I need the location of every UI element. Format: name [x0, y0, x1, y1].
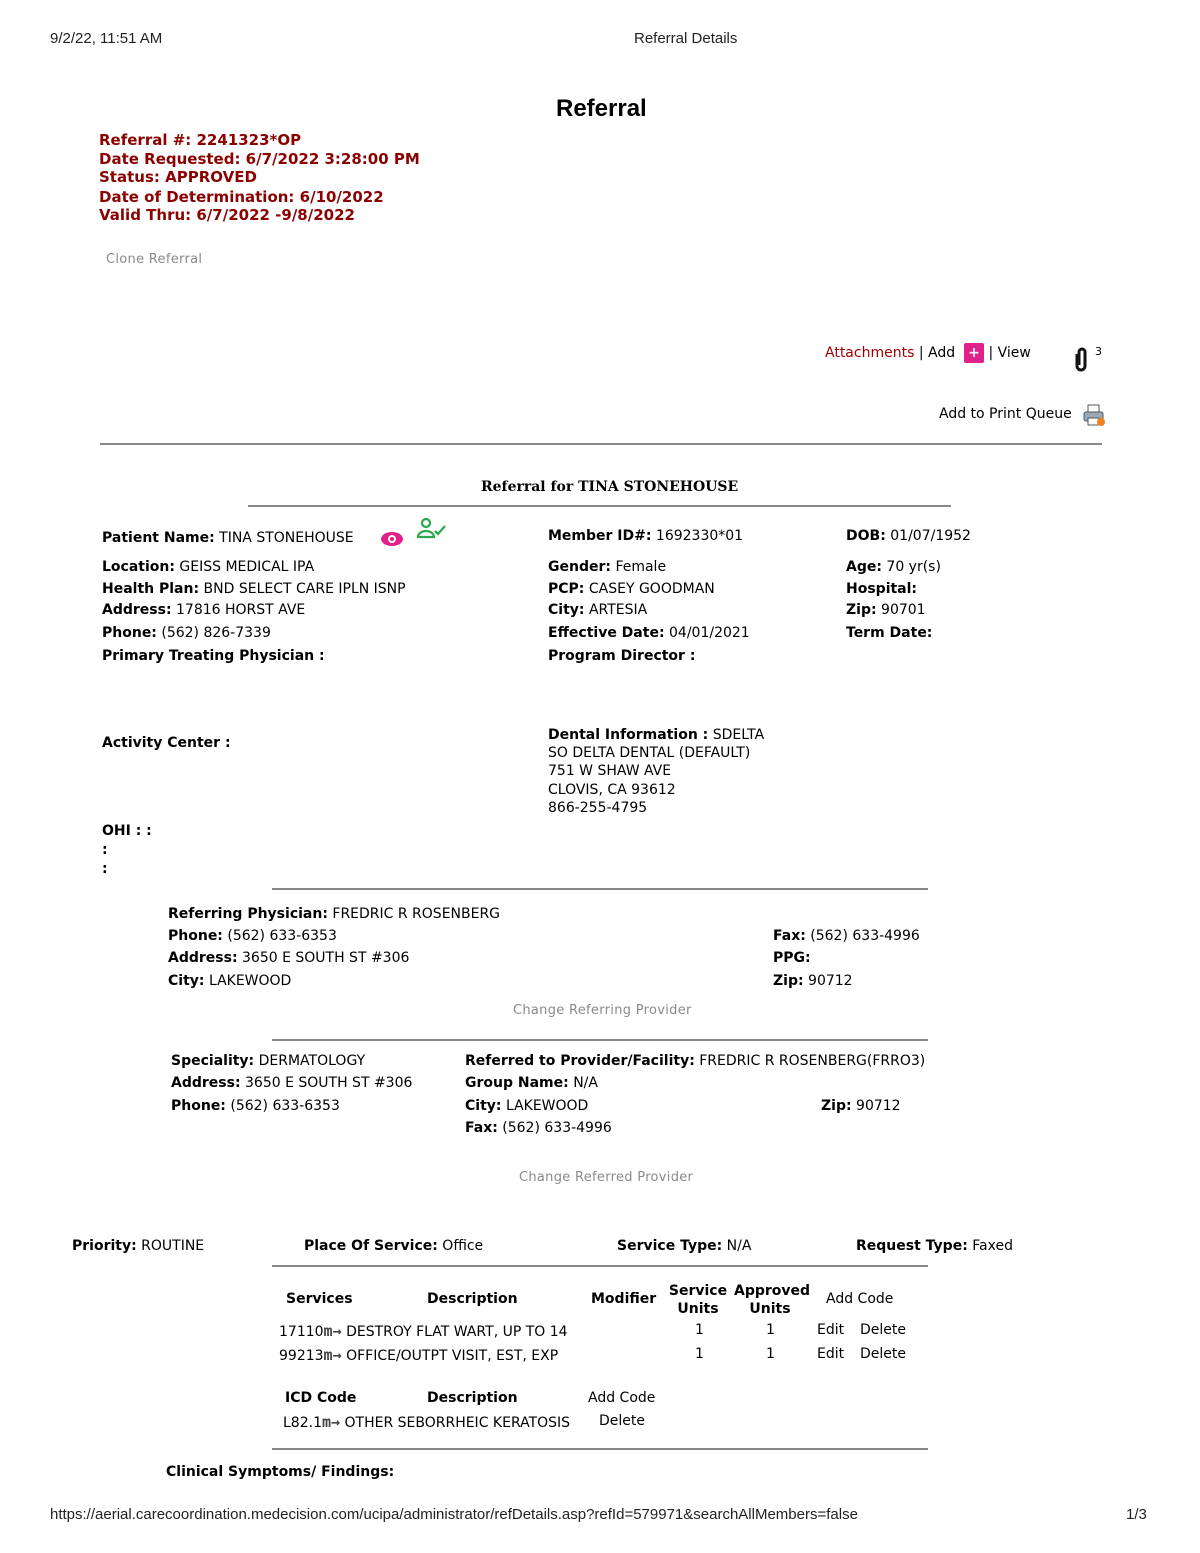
clone-referral-link[interactable]: Clone Referral [106, 252, 203, 267]
attachment-count: 3 [1095, 345, 1102, 358]
address-value: 17816 HORST AVE [176, 602, 306, 618]
clinical-symptoms-label: Clinical Symptoms/ Findings: [166, 1464, 395, 1480]
service-code: 17110 [279, 1324, 324, 1340]
referred-fax-label: Fax: [465, 1120, 498, 1136]
patient-name-row [102, 530, 354, 546]
referred-fax-value: (562) 633-4996 [502, 1120, 612, 1136]
service-code: 99213 [279, 1348, 324, 1364]
separator: | [988, 345, 994, 361]
primary-treating-physician-label: Primary Treating Physician : [102, 648, 325, 664]
service-type-label: Service Type: [617, 1238, 723, 1254]
age-value: 70 yr(s) [886, 559, 941, 575]
location-label: Location: [102, 559, 175, 575]
add-to-print-queue-link[interactable]: Add to Print Queue [939, 406, 1072, 422]
section-divider [272, 1448, 928, 1450]
address-label: Address: [102, 602, 172, 618]
location-value: GEISS MEDICAL IPA [179, 559, 315, 575]
referring-physician-value: FREDRIC R ROSENBERG [332, 906, 501, 922]
referring-address-label: Address: [168, 950, 238, 966]
effective-date-label: Effective Date: [548, 625, 665, 641]
print-url: https://aerial.carecoordination.medecision.com/ucipa/administrator/refDetails.asp?refId=579971&searchAllMembers=false [50, 1506, 858, 1523]
table-row [279, 1346, 558, 1364]
table-row [283, 1413, 570, 1431]
gender-label: Gender: [548, 559, 611, 575]
referred-provider-label: Referred to Provider/Facility: [465, 1053, 695, 1069]
valid-thru: Valid Thru: 6/7/2022 -9/8/2022 [99, 206, 355, 224]
view-attachments-link[interactable]: View [997, 345, 1031, 361]
request-type-label: Request Type: [856, 1238, 968, 1254]
print-page-number: 1/3 [1126, 1506, 1147, 1523]
age-label: Age: [846, 559, 882, 575]
city-value: ARTESIA [588, 602, 648, 618]
change-referred-provider-link[interactable]: Change Referred Provider [519, 1170, 694, 1185]
attachments-link[interactable]: Attachments [825, 345, 915, 361]
phone-value: (562) 826-7339 [161, 625, 271, 641]
attachments-bar [825, 343, 1031, 363]
gender-value: Female [615, 559, 667, 575]
plus-icon[interactable]: + [964, 343, 984, 363]
referred-provider-value: FREDRIC R ROSENBERG(FRRO3) [699, 1053, 926, 1069]
group-name-label: Group Name: [465, 1075, 569, 1091]
effective-date-value: 04/01/2021 [669, 625, 750, 641]
edit-service-link[interactable]: Edit [817, 1322, 845, 1338]
date-requested: Date Requested: 6/7/2022 3:28:00 PM [99, 150, 420, 168]
approved-units-header-line: Units [749, 1301, 791, 1317]
separator: | [918, 345, 924, 361]
program-director-label: Program Director : [548, 648, 696, 664]
referring-zip-value: 90712 [808, 973, 853, 989]
dental-info-label: Dental Information : [548, 727, 709, 743]
delete-service-link[interactable]: Delete [860, 1346, 906, 1362]
referred-city-value: LAKEWOOD [505, 1098, 589, 1114]
printer-icon[interactable] [1082, 403, 1106, 431]
services-col-header: Services [286, 1291, 353, 1307]
referred-phone-value: (562) 633-6353 [230, 1098, 340, 1114]
activity-center-label: Activity Center : [102, 735, 231, 751]
icd-code: L82.1 [283, 1415, 322, 1431]
referred-city-label: City: [465, 1098, 502, 1114]
arrow-right-icon: → [332, 1322, 342, 1340]
referring-fax-value: (562) 633-4996 [810, 928, 920, 944]
service-description: DESTROY FLAT WART, UP TO 14 [346, 1324, 568, 1340]
delete-service-link[interactable]: Delete [860, 1322, 906, 1338]
user-check-icon[interactable] [417, 517, 447, 545]
arrow-right-icon: → [332, 1346, 342, 1364]
modifier-col-header: Modifier [591, 1291, 657, 1307]
referring-address-value: 3650 E SOUTH ST #306 [242, 950, 410, 966]
referral-status: Status: APPROVED [99, 168, 257, 186]
member-id-value: 1692330*01 [655, 528, 744, 544]
specialty-label: Speciality: [171, 1053, 255, 1069]
service-units: 1 [695, 1346, 704, 1362]
ohi-line: : [102, 842, 108, 858]
dental-code: SDELTA [712, 727, 765, 743]
print-page-title: Referral Details [634, 30, 738, 47]
service-units-header-line: Units [677, 1301, 719, 1317]
icd-description-col-header: Description [427, 1390, 518, 1406]
pcp-value: CASEY GOODMAN [588, 581, 715, 597]
add-attachment-link[interactable]: Add [928, 345, 956, 361]
phone-label: Phone: [102, 625, 157, 641]
icd-code-col-header: ICD Code [285, 1390, 357, 1406]
medical-m-icon[interactable]: m [321, 1413, 332, 1431]
place-of-service-label: Place Of Service: [304, 1238, 438, 1254]
section-divider [272, 888, 928, 890]
referred-address-value: 3650 E SOUTH ST #306 [245, 1075, 413, 1091]
approved-units: 1 [766, 1346, 775, 1362]
print-datetime: 9/2/22, 11:51 AM [50, 30, 163, 47]
service-type-value: N/A [726, 1238, 752, 1254]
pcp-label: PCP: [548, 581, 585, 597]
referring-phone-label: Phone: [168, 928, 223, 944]
city-label: City: [548, 602, 585, 618]
referring-phone-value: (562) 633-6353 [227, 928, 337, 944]
patient-name: TINA STONEHOUSE [219, 530, 354, 546]
description-col-header: Description [427, 1291, 518, 1307]
referring-physician-label: Referring Physician: [168, 906, 328, 922]
service-units-col-header [668, 1282, 728, 1318]
term-date-label: Term Date: [846, 625, 933, 641]
referring-city-label: City: [168, 973, 205, 989]
health-plan-value: BND SELECT CARE IPLN ISNP [203, 581, 406, 597]
health-plan-label: Health Plan: [102, 581, 200, 597]
section-divider [100, 443, 1102, 445]
member-id-label: Member ID#: [548, 528, 652, 544]
referring-zip-label: Zip: [773, 973, 804, 989]
dental-line: 751 W SHAW AVE [548, 763, 672, 779]
approved-units-col-header [734, 1282, 811, 1318]
priority-value: ROUTINE [141, 1238, 205, 1254]
referral-for-heading: Referral for TINA STONEHOUSE [481, 479, 739, 495]
ohi-label: OHI : : [102, 823, 152, 839]
date-of-determination: Date of Determination: 6/10/2022 [99, 188, 384, 206]
priority-label: Priority: [72, 1238, 137, 1254]
referral-number: Referral #: 2241323*OP [99, 131, 302, 149]
patient-name-label: Patient Name: [102, 530, 215, 546]
approved-units-header-line: Approved [734, 1283, 811, 1299]
section-divider [272, 1265, 928, 1267]
delete-icd-link[interactable]: Delete [599, 1413, 645, 1429]
dental-line: CLOVIS, CA 93612 [548, 782, 676, 798]
dob-label: DOB: [846, 528, 886, 544]
referring-ppg-label: PPG: [773, 950, 811, 966]
dental-line: 866-255-4795 [548, 800, 648, 816]
zip-label: Zip: [846, 602, 877, 618]
place-of-service-value: Office [442, 1238, 484, 1254]
paperclip-icon[interactable] [1072, 346, 1090, 378]
approved-units: 1 [766, 1322, 775, 1338]
icd-description: OTHER SEBORRHEIC KERATOSIS [344, 1415, 571, 1431]
add-service-code-link[interactable]: Add Code [826, 1291, 894, 1307]
dob-value: 01/07/1952 [890, 528, 971, 544]
referred-phone-label: Phone: [171, 1098, 226, 1114]
dental-line: SO DELTA DENTAL (DEFAULT) [548, 745, 751, 761]
referred-zip-value: 90712 [856, 1098, 901, 1114]
table-row [279, 1322, 568, 1340]
section-divider [272, 1039, 928, 1041]
zip-value: 90701 [881, 602, 926, 618]
medical-m-icon[interactable]: m [323, 1346, 333, 1364]
section-divider [248, 505, 951, 507]
eye-icon[interactable] [380, 530, 404, 552]
request-type-value: Faxed [972, 1238, 1013, 1254]
specialty-value: DERMATOLOGY [258, 1053, 366, 1069]
add-icd-code-link[interactable]: Add Code [588, 1390, 656, 1406]
referred-address-label: Address: [171, 1075, 241, 1091]
referred-zip-label: Zip: [821, 1098, 852, 1114]
service-description: OFFICE/OUTPT VISIT, EST, EXP [346, 1348, 559, 1364]
hospital-label: Hospital: [846, 581, 918, 597]
service-units: 1 [695, 1322, 704, 1338]
ohi-line: : [102, 861, 108, 877]
referring-city-value: LAKEWOOD [208, 973, 292, 989]
page-title: Referral [556, 95, 647, 122]
medical-m-icon[interactable]: m [323, 1322, 333, 1340]
service-units-header-line: Service [668, 1283, 728, 1299]
referring-fax-label: Fax: [773, 928, 806, 944]
change-referring-provider-link[interactable]: Change Referring Provider [513, 1003, 692, 1018]
group-name-value: N/A [573, 1075, 598, 1091]
arrow-right-icon: → [331, 1413, 341, 1431]
edit-service-link[interactable]: Edit [817, 1346, 845, 1362]
